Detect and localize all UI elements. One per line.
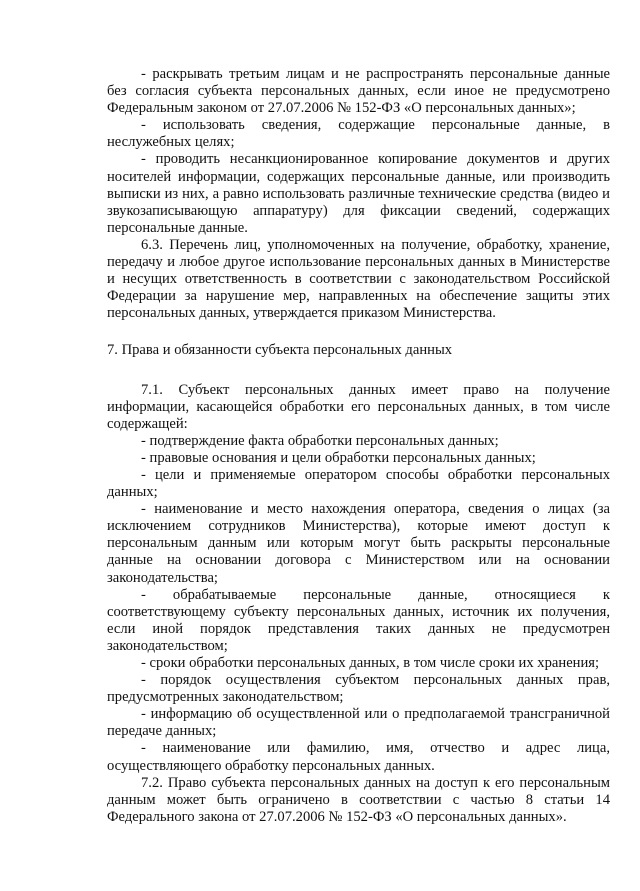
paragraph-item: - наименование или фамилию, имя, отчество и адрес лица, осуществляющего обработку персональных данных. bbox=[107, 740, 610, 774]
paragraph-item: - порядок осуществления субъектом персональных данных прав, предусмотренных законодательством; bbox=[107, 672, 610, 706]
paragraph-item: - использовать сведения, содержащие персональные данные, в неслужебных целях; bbox=[107, 117, 610, 151]
paragraph-item: - наименование и место нахождения оператора, сведения о лицах (за исключением сотрудников Министерства), которые имеют доступ к персональным данным или которым могут быть раскрыты персональные данные на основании договора с Министерством или на основании законодательства; bbox=[107, 501, 610, 586]
paragraph-item: - подтверждение факта обработки персональных данных; bbox=[141, 432, 499, 449]
paragraph-item: - цели и применяемые оператором способы обработки персональных данных; bbox=[107, 466, 610, 501]
paragraph-item: - проводить несанкционированное копирование документов и других носителей информации, содержащих персональные данные, или производить выписки из них, а равно использовать различные технические средства (видео и звукозаписывающую аппаратуру) для фиксации сведений, содержащих персональные данные. bbox=[107, 151, 610, 236]
paragraph-item: - информацию об осуществленной или о предполагаемой трансграничной передаче данных; bbox=[107, 706, 610, 740]
clause-7-2: 7.2. Право субъекта персональных данных на доступ к его персональным данным может быть ограничено в соответствии с частью 8 статьи 14 Федерального закона от 27.07.2006 № 152-ФЗ «О персональных данных». bbox=[107, 774, 610, 825]
paragraph-item: - раскрывать третьим лицам и не распространять персональные данные без согласия субъекта персональных данных, если иное не предусмотрено Федеральным законом от 27.07.2006 № 152-ФЗ «О персональных данных»; bbox=[107, 66, 610, 117]
document-page bbox=[107, 66, 610, 826]
paragraph-item: - сроки обработки персональных данных, в том числе сроки их хранения; bbox=[141, 655, 600, 671]
clause-7-1: 7.1. Субъект персональных данных имеет право на получение информации, касающейся обработки его персональных данных, в том числе содержащей: bbox=[107, 381, 610, 432]
paragraph-item: - правовые основания и цели обработки персональных данных; bbox=[141, 449, 536, 466]
paragraph-item: - обрабатываемые персональные данные, относящиеся к соответствующему субъекту персональных данных, источник их получения, если иной порядок представления таких данных не предусмотрен законодательством; bbox=[107, 586, 610, 654]
section-heading: 7. Права и обязанности субъекта персональных данных bbox=[107, 342, 453, 359]
clause-6-3: 6.3. Перечень лиц, уполномоченных на получение, обработку, хранение, передачу и любое другое использование персональных данных в Министерстве и несущих ответственность в соответствии с законодательством Российской Федерации за нарушение мер, направленных на обеспечение защиты этих персональных данных, утверждается приказом Министерства. bbox=[107, 236, 610, 322]
